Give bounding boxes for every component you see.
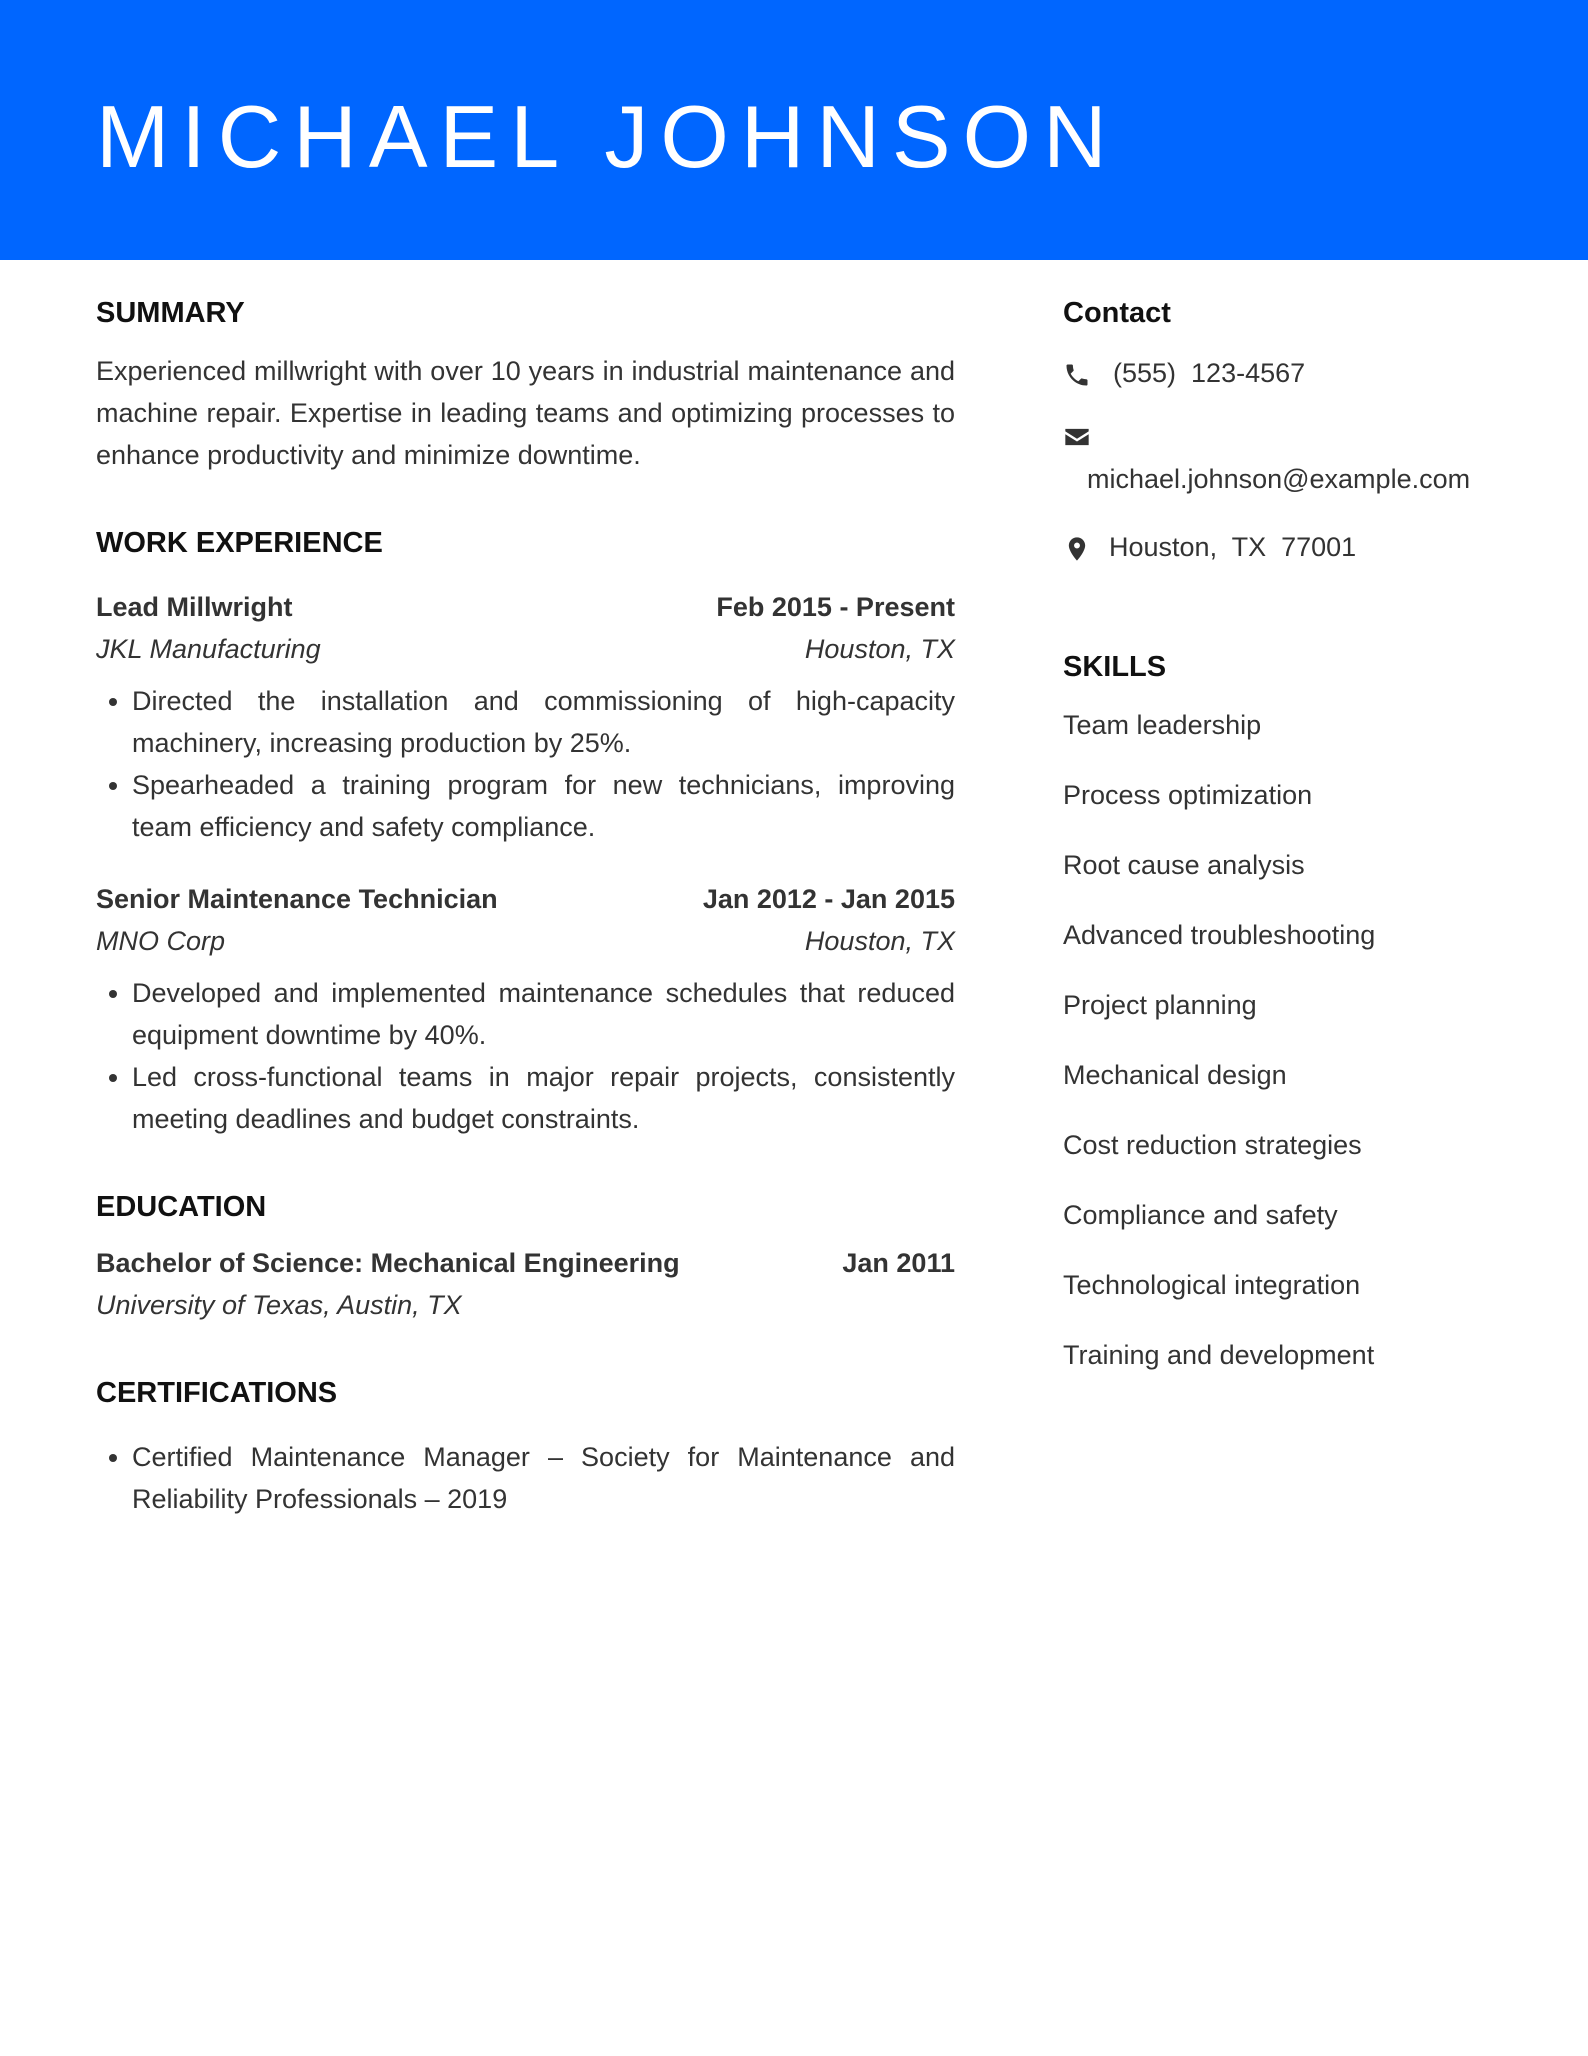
skill-item: Training and development — [1063, 1340, 1375, 1370]
job-subheader — [96, 920, 955, 962]
skills-list — [1063, 704, 1523, 1376]
skill-item: Mechanical design — [1063, 1060, 1287, 1090]
skill-item: Compliance and safety — [1063, 1200, 1338, 1230]
summary-heading: SUMMARY — [96, 297, 245, 329]
job-location: Houston, TX — [804, 926, 955, 956]
skill-item: Process optimization — [1063, 780, 1313, 810]
skill-item: Advanced troubleshooting — [1063, 920, 1376, 950]
certification-list — [96, 1436, 955, 1520]
degree: Bachelor of Science: Mechanical Engineering — [96, 1248, 680, 1278]
work-experience-heading: WORK EXPERIENCE — [96, 527, 383, 559]
education-heading: EDUCATION — [96, 1191, 267, 1223]
email-address[interactable]: michael.johnson@example.com — [1087, 464, 1471, 494]
skill-item: Project planning — [1063, 990, 1257, 1020]
graduation-date: Jan 2011 — [842, 1248, 955, 1278]
job-company: JKL Manufacturing — [96, 634, 321, 664]
candidate-name: MICHAEL JOHNSON — [96, 87, 1119, 186]
job-entry — [96, 878, 955, 1140]
job-bullet: • Led cross-functional teams in major repair projects, consistently meeting deadlines and budget constraints. — [132, 1056, 955, 1140]
envelope-icon — [1063, 423, 1091, 451]
job-dates: Jan 2012 - Jan 2015 — [702, 884, 955, 914]
job-location: Houston, TX — [804, 634, 955, 664]
main-column — [96, 270, 955, 1520]
job-role: Lead Millwright — [96, 592, 293, 622]
header-banner — [0, 0, 1588, 260]
job-bullets — [96, 972, 955, 1140]
summary-text: Experienced millwright with over 10 years in industrial maintenance and machine repair. Expertise in leading teams and optimizing processes to enhance productivity and minimize downtime. — [96, 356, 955, 470]
skill-item: Technological integration — [1063, 1270, 1361, 1300]
education-header — [96, 1242, 955, 1284]
skill-item: Root cause analysis — [1063, 850, 1305, 880]
certification-item: • Certified Maintenance Manager – Society for Maintenance and Reliability Professionals – 2019 — [132, 1436, 955, 1520]
job-bullets — [96, 680, 955, 848]
phone-number[interactable]: (555) 123-4567 — [1113, 358, 1306, 388]
school-name: University of Texas, Austin, TX — [96, 1290, 462, 1320]
map-pin-icon — [1063, 533, 1091, 561]
job-bullet: • Developed and implemented maintenance schedules that reduced equipment downtime by 40%. — [132, 972, 955, 1056]
job-bullet: • Spearheaded a training program for new technicians, improving team efficiency and safety compliance. — [132, 764, 955, 848]
contact-location — [1063, 526, 1523, 568]
phone-icon — [1063, 359, 1091, 387]
skill-item: Cost reduction strategies — [1063, 1130, 1362, 1160]
job-entry — [96, 586, 955, 848]
contact-phone — [1063, 352, 1523, 394]
skills-heading: SKILLS — [1063, 651, 1167, 683]
location-text: Houston, TX 77001 — [1109, 532, 1357, 562]
contact-heading: Contact — [1063, 297, 1171, 329]
sidebar-column — [1063, 270, 1523, 1404]
job-role: Senior Maintenance Technician — [96, 884, 498, 914]
skill-item: Team leadership — [1063, 710, 1262, 740]
job-company: MNO Corp — [96, 926, 226, 956]
job-header — [96, 586, 955, 628]
contact-email — [1063, 416, 1523, 500]
school — [96, 1284, 955, 1326]
job-dates: Feb 2015 - Present — [716, 592, 955, 622]
job-subheader — [96, 628, 955, 670]
job-bullet: • Directed the installation and commissioning of high-capacity machinery, increasing production by 25%. — [132, 680, 955, 764]
education-entry — [96, 1242, 955, 1326]
job-header — [96, 878, 955, 920]
certifications-heading: CERTIFICATIONS — [96, 1377, 338, 1409]
